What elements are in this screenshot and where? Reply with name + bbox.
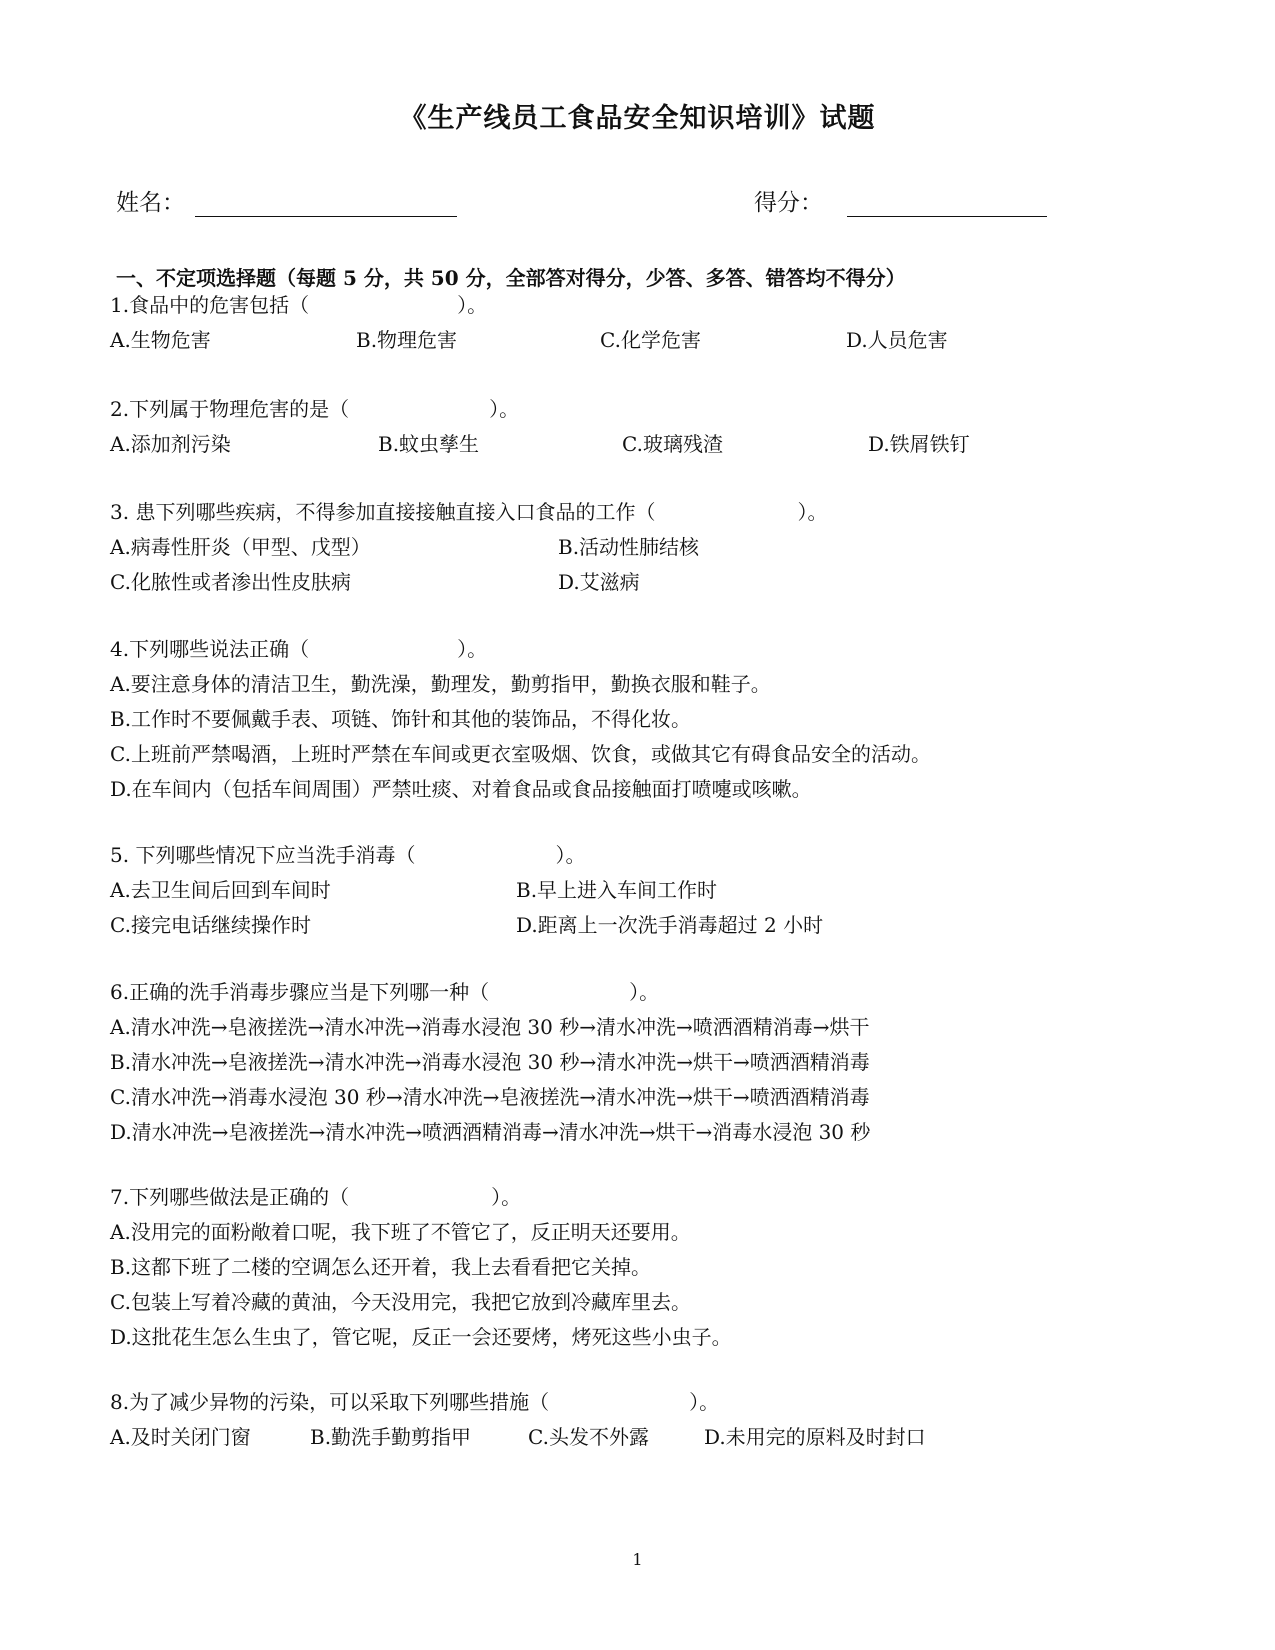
option-c: C.清水冲洗→消毒水浸泡 30 秒→清水冲洗→皂液搓洗→清水冲洗→烘干→喷洒酒精消毒 <box>110 1085 870 1109</box>
question-stem: 7.下列哪些做法是正确的（ ）。 <box>110 1185 522 1209</box>
option-a: A.生物危害 <box>110 328 211 352</box>
question-stem: 2.下列属于物理危害的是（ ）。 <box>110 397 520 421</box>
question-stem: 8.为了减少异物的污染，可以采取下列哪些措施（ ）。 <box>110 1390 720 1414</box>
question-6 <box>110 975 870 1150</box>
option-d: D.在车间内（包括车间周围）严禁吐痰、对着食品或食品接触面打喷嚏或咳嗽。 <box>110 777 812 801</box>
question-stem: 1.食品中的危害包括（ ）。 <box>110 293 488 317</box>
option-row <box>110 323 948 358</box>
question-stem: 3. 患下列哪些疾病，不得参加直接接触直接入口食品的工作（ ）。 <box>110 500 828 524</box>
option-b: B.勤洗手勤剪指甲 <box>310 1425 472 1449</box>
page-title: 《生产线员工食品安全知识培训》试题 <box>399 103 876 134</box>
option-d: D.这批花生怎么生虫了，管它呢，反正一会还要烤，烤死这些小虫子。 <box>110 1325 732 1349</box>
question-5 <box>110 838 824 943</box>
section-heading: 一、不定项选择题（每题 5 分，共 50 分，全部答对得分，少答、多答、错答均不得分） <box>116 266 906 290</box>
option-b: B.早上进入车间工作时 <box>516 878 718 902</box>
option-a: A.清水冲洗→皂液搓洗→清水冲洗→消毒水浸泡 30 秒→清水冲洗→喷洒酒精消毒→烘干 <box>110 1015 870 1039</box>
option-a: A.及时关闭门窗 <box>110 1425 251 1449</box>
option-row <box>110 565 827 600</box>
page-number: 1 <box>632 1550 643 1569</box>
option-row <box>110 530 827 565</box>
option-b: B.清水冲洗→皂液搓洗→清水冲洗→消毒水浸泡 30 秒→清水冲洗→烘干→喷洒酒精消毒 <box>110 1050 870 1074</box>
question-2 <box>110 392 970 462</box>
question-1 <box>110 288 948 358</box>
option-b: B.物理危害 <box>356 328 458 352</box>
option-c: C.化学危害 <box>600 328 701 352</box>
option-d: D.距离上一次洗手消毒超过 2 小时 <box>516 913 824 937</box>
option-row <box>110 873 718 908</box>
option-a: A.去卫生间后回到车间时 <box>110 878 331 902</box>
score-blank-line <box>847 190 1047 217</box>
question-8 <box>110 1385 926 1455</box>
question-stem: 5. 下列哪些情况下应当洗手消毒（ ）。 <box>110 843 586 867</box>
option-b: B.这都下班了二楼的空调怎么还开着，我上去看看把它关掉。 <box>110 1255 652 1279</box>
option-c: C.化脓性或者渗出性皮肤病 <box>110 570 351 594</box>
option-d: D.清水冲洗→皂液搓洗→清水冲洗→喷洒酒精消毒→清水冲洗→烘干→消毒水浸泡 30 秒 <box>110 1120 871 1144</box>
option-c: C.头发不外露 <box>528 1425 649 1449</box>
option-row <box>110 427 970 462</box>
question-stem: 6.正确的洗手消毒步骤应当是下列哪一种（ ）。 <box>110 980 660 1004</box>
option-d: D.未用完的原料及时封口 <box>704 1425 926 1449</box>
option-c: C.包装上写着冷藏的黄油，今天没用完，我把它放到冷藏库里去。 <box>110 1290 691 1314</box>
question-stem: 4.下列哪些说法正确（ ）。 <box>110 637 488 661</box>
option-b: B.蚊虫孳生 <box>378 432 480 456</box>
option-d: D.铁屑铁钉 <box>868 432 970 456</box>
option-a: A.病毒性肝炎（甲型、戊型） <box>110 535 371 559</box>
question-7 <box>110 1180 732 1355</box>
option-b: B.活动性肺结核 <box>558 535 700 559</box>
option-a: A.添加剂污染 <box>110 432 231 456</box>
option-d: D.艾滋病 <box>558 570 640 594</box>
option-c: C.上班前严禁喝酒，上班时严禁在车间或更衣室吸烟、饮食，或做其它有碍食品安全的活动。 <box>110 742 931 766</box>
option-a: A.要注意身体的清洁卫生，勤洗澡，勤理发，勤剪指甲，勤换衣服和鞋子。 <box>110 672 771 696</box>
option-a: A.没用完的面粉敞着口呢，我下班了不管它了，反正明天还要用。 <box>110 1220 691 1244</box>
name-field-row <box>116 184 457 217</box>
option-c: C.玻璃残渣 <box>622 432 723 456</box>
option-row <box>110 1420 926 1455</box>
option-b: B.工作时不要佩戴手表、项链、饰针和其他的装饰品，不得化妆。 <box>110 707 692 731</box>
option-c: C.接完电话继续操作时 <box>110 913 311 937</box>
score-field-row <box>754 184 1047 217</box>
option-d: D.人员危害 <box>846 328 948 352</box>
name-label: 姓名： <box>116 190 185 216</box>
name-blank-line <box>195 190 457 217</box>
score-label: 得分： <box>754 190 823 216</box>
question-3 <box>110 495 827 600</box>
question-4 <box>110 632 931 807</box>
option-row <box>110 908 824 943</box>
